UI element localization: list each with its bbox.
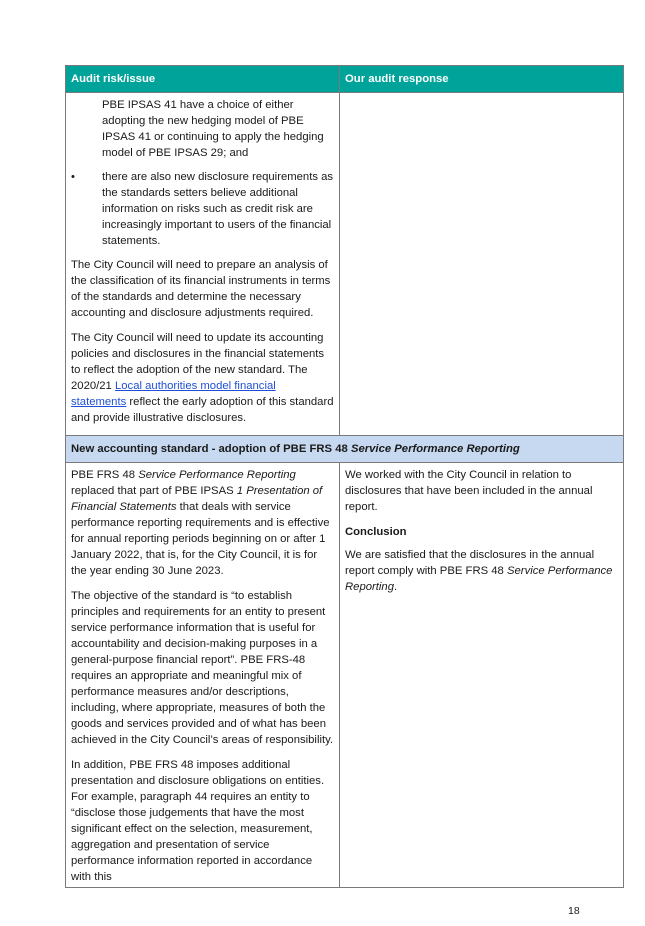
bullet-list-item	[71, 169, 334, 249]
text: PBE FRS 48	[71, 469, 139, 481]
table-row	[66, 93, 624, 436]
continued-list-item: PBE IPSAS 41 have a choice of either adopting the new hedging model of PBE IPSAS 41 or continuing to apply the hedging model of PBE IPSAS 29; and	[102, 99, 324, 159]
text-italic: Service Performance Reporting	[138, 469, 296, 481]
response-cell	[340, 93, 624, 436]
risk-cell	[66, 93, 340, 436]
text: that deals with service performance reporting requirements and is effective for annual reporting periods beginning on or after 1 January 2022, that is, for the City Council, it is for the year ending 30 June 2023.	[71, 501, 330, 577]
section-header-row	[66, 436, 624, 463]
audit-table	[65, 65, 624, 888]
page-number: 18	[568, 905, 580, 917]
text-italic: Service Performance Reporting	[345, 565, 613, 593]
bullet-text: there are also new disclosure requirements as the standards setters believe additional information on risks such as credit risk are increasingly important to users of the financial statements.	[102, 171, 334, 247]
text-italic: 1 Presentation of Financial Statements	[71, 485, 323, 513]
text: We are satisfied that the disclosures in the annual report comply with PBE FRS 48	[345, 549, 595, 577]
table-header-row	[66, 66, 624, 93]
bullet-icon: •	[71, 171, 75, 183]
response-cell	[340, 463, 624, 888]
paragraph	[71, 467, 334, 579]
paragraph	[345, 547, 618, 595]
text: replaced that part of PBE IPSAS	[71, 485, 237, 497]
paragraph-text: reflect the early adoption of this standard and provide illustrative disclosures.	[71, 396, 334, 424]
section-title	[66, 436, 624, 463]
table-row	[66, 463, 624, 888]
section-title-text: New accounting standard - adoption of PBE FRS 48	[71, 443, 351, 455]
text: .	[393, 581, 398, 593]
paragraph: In addition, PBE FRS 48 imposes additional presentation and disclosure obligations on entities. For example, paragraph 44 requires an entity to “disclose those judgements that have the most significant effect on the selection, measurement, aggregation and presentation of service performance information reported in accordance with this	[71, 759, 325, 883]
risk-cell	[66, 463, 340, 888]
model-financial-statements-link[interactable]: Local authorities model financial statements	[71, 380, 276, 408]
section-title-italic: Service Performance Reporting	[350, 443, 520, 455]
header-audit-response: Our audit response	[340, 66, 624, 93]
header-audit-risk: Audit risk/issue	[66, 66, 340, 93]
document-page	[65, 65, 623, 888]
conclusion-heading: Conclusion	[345, 526, 407, 538]
paragraph-text: The City Council will need to update its accounting policies and disclosures in the financial statements to reflect the adoption of the new standard. The 2020/21	[71, 332, 325, 392]
paragraph: The objective of the standard is “to establish principles and requirements for an entity to present service performance information that is useful for accountability and decision-making purposes in a general-purpose financial report”. PBE FRS-48 requires an appropriate and meaningful mix of performance measures and/or descriptions, including, where appropriate, measures of both the goods and services provided and of what has been achieved in the City Council’s areas of responsibility.	[71, 590, 334, 746]
paragraph	[71, 330, 334, 426]
paragraph: We worked with the City Council in relation to disclosures that have been included in the annual report.	[345, 469, 593, 513]
paragraph: The City Council will need to prepare an analysis of the classification of its financial instruments in terms of the standards and determine the necessary accounting and disclosure adjustments required.	[71, 259, 331, 319]
